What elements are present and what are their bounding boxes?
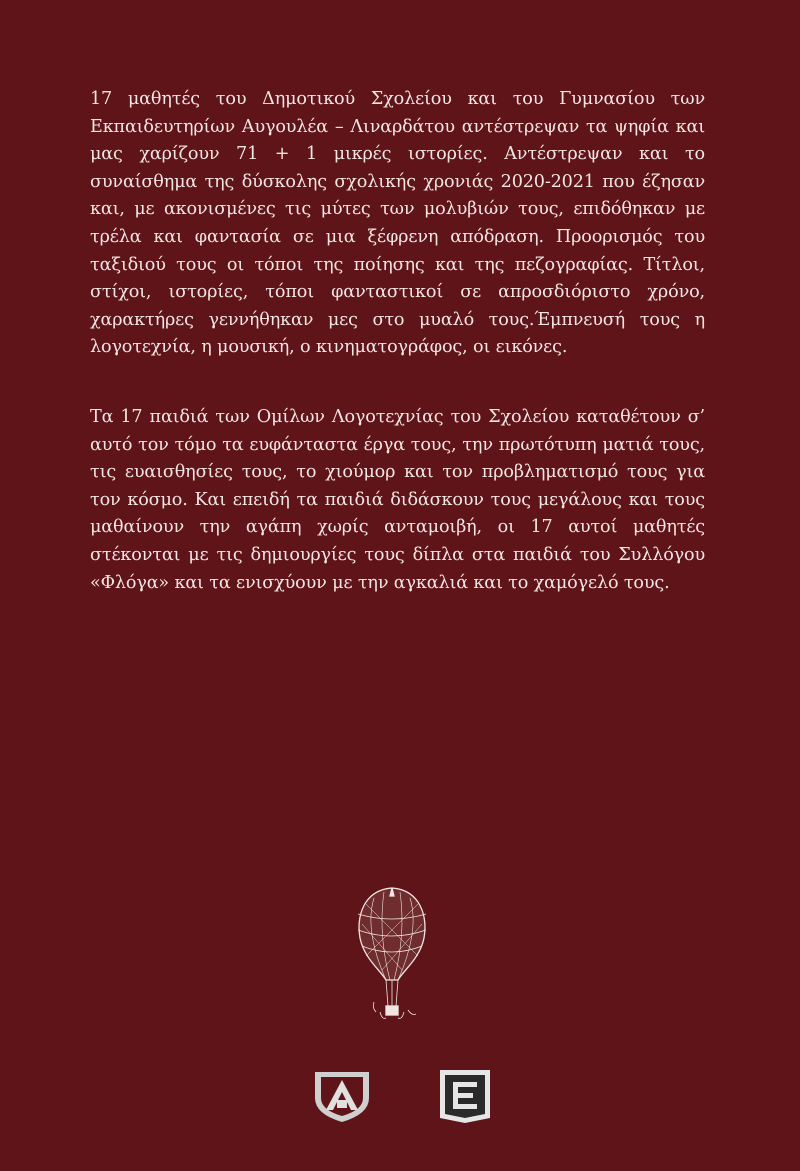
- hot-air-balloon-icon: [352, 884, 432, 1029]
- school-shield-logo-icon: [313, 1068, 371, 1124]
- open-book-logo-icon: [436, 1068, 494, 1124]
- back-cover-paragraph-2: Τα 17 παιδιά των Ομίλων Λογοτεχνίας του Σχολείου καταθέτουν σ’ αυτό τον τόμο τα ευφάνταστα έργα τους, την πρωτότυπη ματιά τους, τις ευαισθησίες τους, το χιούμορ και τον προβληματισμό τους για τον κόσμο. Και επειδή τα παιδιά διδάσκουν τους μεγάλους και τους μαθαίνουν την αγάπη χωρίς ανταμοιβή, οι 17 αυτοί μαθητές στέκονται με τις δημιουργίες τους δίπλα στα παιδιά του Συλλόγου «Φλόγα» και τα ενισχύουν με την αγκαλιά και το χαμόγελό τους.: [90, 407, 705, 593]
- back-cover-paragraph-1: 17 μαθητές του Δημοτικού Σχολείου και του Γυμνασίου των Εκπαιδευτηρίων Αυγουλέα – Λιναρδάτου αντέστρεψαν τα ψηφία και μας χαρίζουν 71 + 1 μικρές ιστορίες. Αντέστρεψαν και το συναίσθημα της δύσκολης σχολικής χρονιάς 2020-2021 που έζησαν και, με ακονισμένες τις μύτες των μολυβιών τους, επιδόθηκαν με τρέλα και φαντασία σε μια ξέφρενη απόδραση. Προορισμός του ταξιδιού τους οι τόποι της ποίησης και της πεζογραφίας. Τίτλοι, στίχοι, ιστορίες, τόποι φανταστικοί σε απροσδιόριστο χρόνο, χαρακτήρες γεννήθηκαν μες στο μυαλό τους.Έμπνευσή τους η λογοτεχνία, η μουσική, ο κινηματογράφος, οι εικόνες.: [90, 89, 705, 358]
